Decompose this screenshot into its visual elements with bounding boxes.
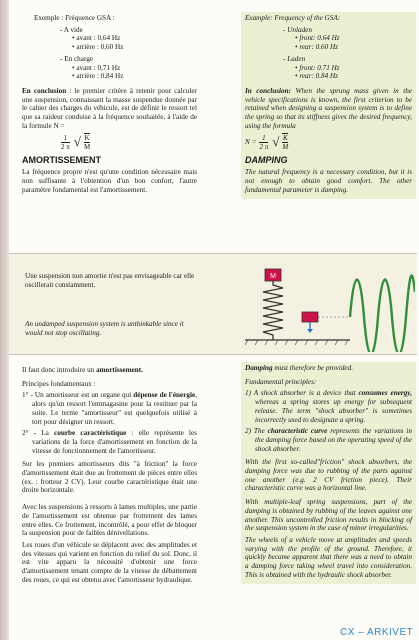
en-laden-rear: • rear: 0.84 Hz [295,72,338,81]
mass-block-moving [302,312,318,322]
en-damping-text: The natural frequency is a necessary condition, but it is not enough to obtain good comfort. The other fundamental parameter is damping. [245,168,412,194]
en-leaves-text: With multiple-leaf spring suspensions, part of the damping is obtained by rubbing of the leaves against one another. This uncontrolled friction results in blocking of the suspension system in the case of minor irregularities. [245,498,412,533]
fr-example-title: Exemple : Fréquence GSA : [34,14,115,22]
fr-conclusion: En conclusion : le premier critère à retenir pour calculer une suspension, connaissant la masse suspendue donnée par le cahier des charges du véhicule, est de définir le ressort tel que sa raideur conduise à la fréquence souhaitée, à l'aide de la formule N = [22,86,197,130]
fr-charge-arriere: • arrière : 0,84 Hz [72,72,124,81]
en-unladen-front: • front: 0.64 Hz [295,34,340,43]
spring-coil [263,281,283,340]
fr-friction-text: Sur les premiers amortisseurs dits "à friction" la force d'amortissement était due au frottement de pièces entre elles (ex. : frotteur 2 CV). Leur courbe caractéristique était une droite horizontale. [22,460,197,495]
en-formula-km: $\frac{K}{M}$ [282,134,289,152]
en-formula-frac: $\frac{1}{2 \pi}$ [259,133,269,151]
en-wheels-text: The wheels of a vehicle move at amplitudes and speeds varying with the profile of the ground. Therefore, it quickly became apparent that there was a need to obtain a damping force taking wheel travel into consideration. This is obtained with the hydraulic shock absorber. [245,535,412,579]
page-edge [0,0,9,640]
en-laden-front: • front: 0.71 Hz [295,63,340,72]
fr-principes: Principes fondamentaux : [22,379,96,388]
fr-top-section [22,14,197,197]
fr-intro: Il faut donc introduire un amortissement. [22,366,143,374]
en-bottom-section [241,362,416,584]
formula-frac: $\frac{1}{2 \pi}$ [61,133,70,151]
fr-charge-avant: • avant : 0,71 Hz [72,63,121,72]
fr-principe-1: 1° - Un amortisseur est un organe qui dépense de l'énergie, alors qu'un ressort l'emmagasine pour la restituer par la suite. Le terme "amortisseur" est quelquefois utilisé à tort pour désigner un ressort. [22,391,198,426]
sqrt-icon: √ [272,134,280,150]
fr-bottom-section [22,366,197,587]
en-top-section [241,12,416,199]
en-formula: N = $\frac{1}{2 \pi}$ √ $\frac{K}{M}$ [245,133,289,152]
en-principle-2: 2) The characteristic curve represents the variations in the damping force based on the operating speed of the shock absorber. [245,427,412,453]
fr-vide: - A vide [60,25,83,34]
fr-formula [22,133,197,151]
fr-heading-amortissement: AMORTISSEMENT [22,155,102,166]
fr-lames-text: Avec les suspensions à ressorts à lames multiples, une partie de l'amortissement est obtenue par frottement des lames entre elles. Ce frottement, incontrôlé, a pour effet de bloquer la suspension pour de faibles dénivellations. [22,503,197,538]
fr-vide-arriere: • arrière : 0,60 Hz [72,43,124,52]
fr-charge: - En charge [60,54,93,63]
oscillation-wave [350,276,415,352]
figure-caption-fr: Une suspension non amortie n'est pas envisageable car elle oscillerait constamment. [25,272,195,289]
ground-hatch [245,340,348,345]
motion-arrow-head [307,329,313,333]
fr-amortissement-text: La fréquence propre n'est qu'une condition nécessaire mais non suffisante à l'obtention d'un bon confort, l'autre paramètre fondamental est l'amortissement. [22,168,197,194]
fr-vide-avant: • avant : 0,64 Hz [72,34,121,43]
en-principles: Fundamental principles: [245,377,317,386]
en-laden: - Laden [283,54,306,63]
mass-label: M [270,273,276,280]
en-intro: Damping must therefore be provided. [245,364,354,372]
undamped-spring-figure [245,257,415,352]
en-heading-damping: DAMPING [245,155,288,166]
sqrt-icon: √ [73,134,81,150]
figure-caption-en: An undamped suspension system is unthinkable since it would not stop oscillating. [25,320,184,337]
fr-roues-text: Les roues d'un véhicule se déplacent avec des amplitudes et des vitesses qui varient en fonction du relief du sol. Donc, il est vite apparu la nécessité d'obtenir une force d'amortissement tenant compte de la vitesse de débattement des roues, ce qui est obtenu avec l'amortisseur hydraulique. [22,540,197,584]
en-conclusion: In conclusion: When the sprung mass given in the vehicle specifications is known, the first criterion to be retained when designing a suspension system is to define the spring so that its stiffness gives the desired frequency, using the formula [245,86,412,130]
formula-km: $\frac{K}{M}$ [83,134,91,152]
en-friction-text: With the first so-called"friction" shock absorbers, the damping force was due to rubbing of the parts against one another (e.g. 2 CV friction piece). Their characteristic curve was a horizontal line. [245,458,412,493]
en-unladen-rear: • rear: 0.60 Hz [295,43,338,52]
fr-principe-2: 2° - La courbe caractéristique : elle représente les variations de la force d'amortissement en fonction de la vitesse de fonctionnement de l'amortisseur. [22,429,197,455]
en-unladen: - Unladen [283,25,312,34]
en-principle-1: 1) A shock absorber is a device that consumes energy, whereas a spring stores up energy for subsequent release. The term "shock absorber" is sometimes incorrectly used to designate a spring. [245,389,412,424]
en-example-title: Example: Frequency of the GSA: [245,14,341,22]
watermark: CX – ARKIVET [340,627,414,638]
